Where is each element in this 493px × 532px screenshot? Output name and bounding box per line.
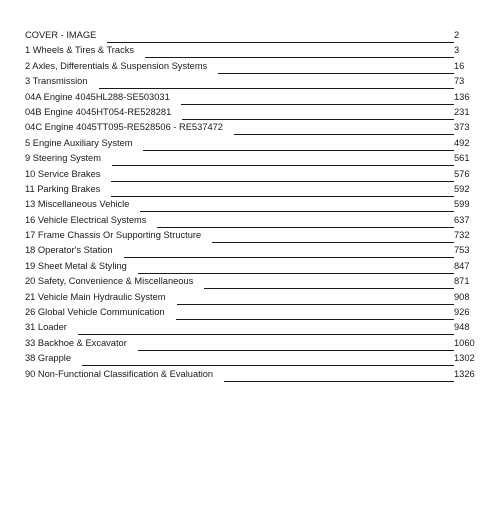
toc-entry[interactable]	[25, 43, 478, 58]
toc-entry[interactable]	[25, 90, 478, 105]
toc-entry-page[interactable]: 492	[454, 137, 470, 148]
toc-entry-page[interactable]: 73	[454, 76, 465, 87]
toc-entry-page[interactable]: 16	[454, 60, 465, 71]
toc-entry-title[interactable]: 04A Engine 4045HL288-SE503031	[25, 90, 173, 104]
toc-entry-page[interactable]: 599	[454, 199, 470, 210]
toc-entry[interactable]	[25, 74, 478, 89]
toc-entry-title[interactable]: 2 Axles, Differentials & Suspension Systems	[25, 59, 210, 73]
toc-entry-title[interactable]: 13 Miscellaneous Vehicle	[25, 197, 132, 211]
toc-entry-page[interactable]: 753	[454, 245, 470, 256]
toc-entry[interactable]	[25, 105, 478, 120]
toc-entry-title[interactable]: 21 Vehicle Main Hydraulic System	[25, 290, 169, 304]
toc-entry-page[interactable]: 136	[454, 91, 470, 102]
toc-entry[interactable]	[25, 28, 478, 43]
toc-entry-title[interactable]: 04B Engine 4045HT054-RE528281	[25, 105, 174, 119]
toc-entry-page[interactable]: 948	[454, 322, 470, 333]
toc-entry-title[interactable]: 33 Backhoe & Excavator	[25, 336, 130, 350]
toc-entry-title[interactable]: 04C Engine 4045TT095-RE528506 - RE537472	[25, 120, 226, 134]
table-of-contents	[25, 28, 478, 382]
toc-entry[interactable]	[25, 320, 478, 335]
toc-entry-page[interactable]: 576	[454, 168, 470, 179]
toc-entry-title[interactable]: 38 Grapple	[25, 351, 74, 365]
toc-entry[interactable]	[25, 351, 478, 366]
toc-entry-page[interactable]: 3	[454, 45, 460, 56]
toc-entry-page[interactable]: 732	[454, 230, 470, 241]
toc-entry[interactable]	[25, 136, 478, 151]
toc-entry[interactable]	[25, 228, 478, 243]
toc-entry-page[interactable]: 637	[454, 214, 470, 225]
toc-entry[interactable]	[25, 197, 478, 212]
toc-entry[interactable]	[25, 367, 478, 382]
toc-entry-title[interactable]: COVER - IMAGE	[25, 28, 99, 42]
toc-entry[interactable]	[25, 336, 478, 351]
toc-entry[interactable]	[25, 167, 478, 182]
toc-entry[interactable]	[25, 274, 478, 289]
toc-entry-page[interactable]: 561	[454, 153, 470, 164]
toc-entry[interactable]	[25, 182, 478, 197]
toc-entry-title[interactable]: 20 Safety, Convenience & Miscellaneous	[25, 274, 196, 288]
toc-entry-title[interactable]: 19 Sheet Metal & Styling	[25, 259, 130, 273]
toc-entry-title[interactable]: 17 Frame Chassis Or Supporting Structure	[25, 228, 204, 242]
toc-entry-title[interactable]: 1 Wheels & Tires & Tracks	[25, 43, 137, 57]
toc-entry-title[interactable]: 90 Non-Functional Classification & Evaluation	[25, 367, 216, 381]
toc-entry[interactable]	[25, 120, 478, 135]
toc-entry-page[interactable]: 908	[454, 291, 470, 302]
toc-entry-page[interactable]: 847	[454, 260, 470, 271]
toc-entry[interactable]	[25, 59, 478, 74]
toc-entry-title[interactable]: 16 Vehicle Electrical Systems	[25, 213, 149, 227]
toc-entry-title[interactable]: 5 Engine Auxiliary System	[25, 136, 135, 150]
toc-entry-title[interactable]: 26 Global Vehicle Communication	[25, 305, 168, 319]
toc-entry[interactable]	[25, 290, 478, 305]
toc-entry-page[interactable]: 2	[454, 30, 460, 40]
toc-entry-page[interactable]: 231	[454, 106, 470, 117]
toc-entry-title[interactable]: 31 Loader	[25, 320, 70, 334]
toc-entry-page[interactable]: 1060	[454, 337, 475, 348]
toc-entry[interactable]	[25, 259, 478, 274]
toc-entry[interactable]	[25, 305, 478, 320]
toc-entry-title[interactable]: 10 Service Brakes	[25, 167, 103, 181]
toc-entry[interactable]	[25, 151, 478, 166]
toc-entry-page[interactable]: 871	[454, 276, 470, 287]
toc-entry-title[interactable]: 9 Steering System	[25, 151, 104, 165]
toc-entry-page[interactable]: 926	[454, 307, 470, 318]
toc-entry-title[interactable]: 3 Transmission	[25, 74, 91, 88]
toc-entry-page[interactable]: 592	[454, 183, 470, 194]
toc-leader-line	[224, 381, 454, 382]
toc-entry-title[interactable]: 18 Operator's Station	[25, 243, 116, 257]
toc-entry-page[interactable]: 373	[454, 122, 470, 133]
toc-entry[interactable]	[25, 213, 478, 228]
toc-entry-title[interactable]: 11 Parking Brakes	[25, 182, 103, 196]
toc-entry-page[interactable]: 1302	[454, 353, 475, 364]
toc-entry[interactable]	[25, 243, 478, 258]
toc-entry-page[interactable]: 1326	[454, 368, 475, 379]
